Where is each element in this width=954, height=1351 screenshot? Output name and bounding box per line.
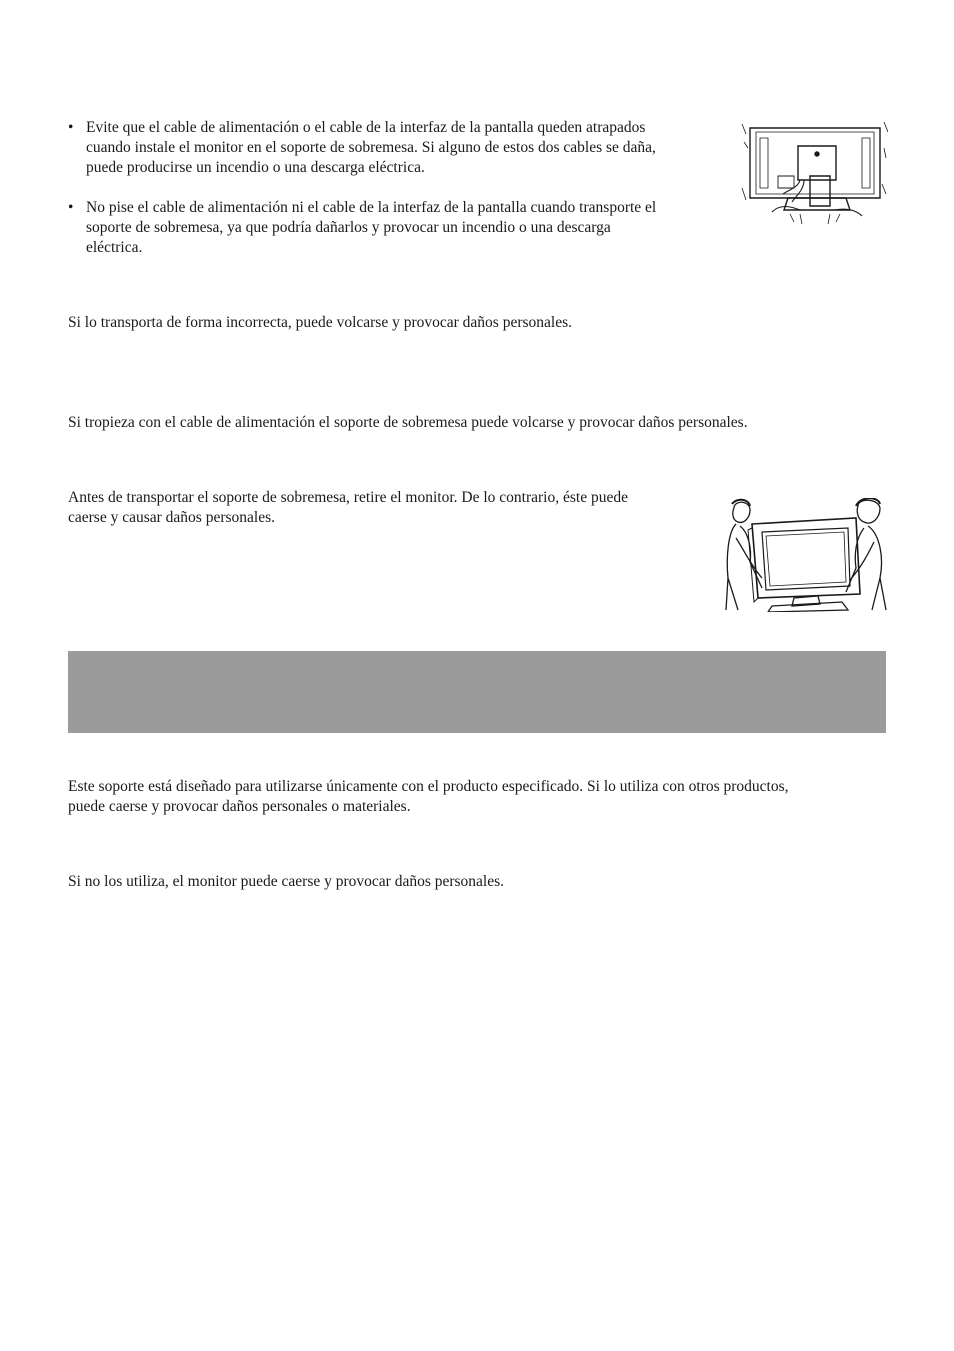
if-not-used-warning-text: Si no los utiliza, el monitor puede caerse y provocar daños personales. [68,873,505,890]
warning-bullet-list [68,118,668,278]
section-header-band [68,651,886,733]
bullet-marker: • [68,119,74,136]
trip-cable-warning-text: Si tropieza con el cable de alimentación el soporte de sobremesa puede volcarse y provocar daños personales. [68,414,748,431]
list-item [68,118,668,178]
bullet-text: Evite que el cable de alimentación o el cable de la interfaz de la pantalla queden atrapados cuando instale el monitor en el soporte de sobremesa. Si alguno de estos dos cables se daña, puede producirse un incendio o una descarga eléctrica. [86,119,656,176]
two-people-carrying-monitor-illustration [722,498,888,612]
remove-monitor-warning-text: Antes de transportar el soporte de sobremesa, retire el monitor. De lo contrario, éste puede caerse y causar daños personales. [68,489,628,526]
transport-warning-text: Si lo transporta de forma incorrecta, puede volcarse y provocar daños personales. [68,314,572,331]
designed-for-product-text: Este soporte está diseñado para utilizarse únicamente con el producto especificado. Si lo utiliza con otros productos, puede caerse y provocar daños personales o materiales. [68,778,789,815]
bullet-marker: • [68,199,74,216]
list-item [68,198,668,258]
bullet-text: No pise el cable de alimentación ni el cable de la interfaz de la pantalla cuando transporte el soporte de sobremesa, ya que podría dañarlos y provocar un incendio o una descarga eléctrica. [86,199,657,256]
monitor-back-cables-illustration [738,118,888,230]
